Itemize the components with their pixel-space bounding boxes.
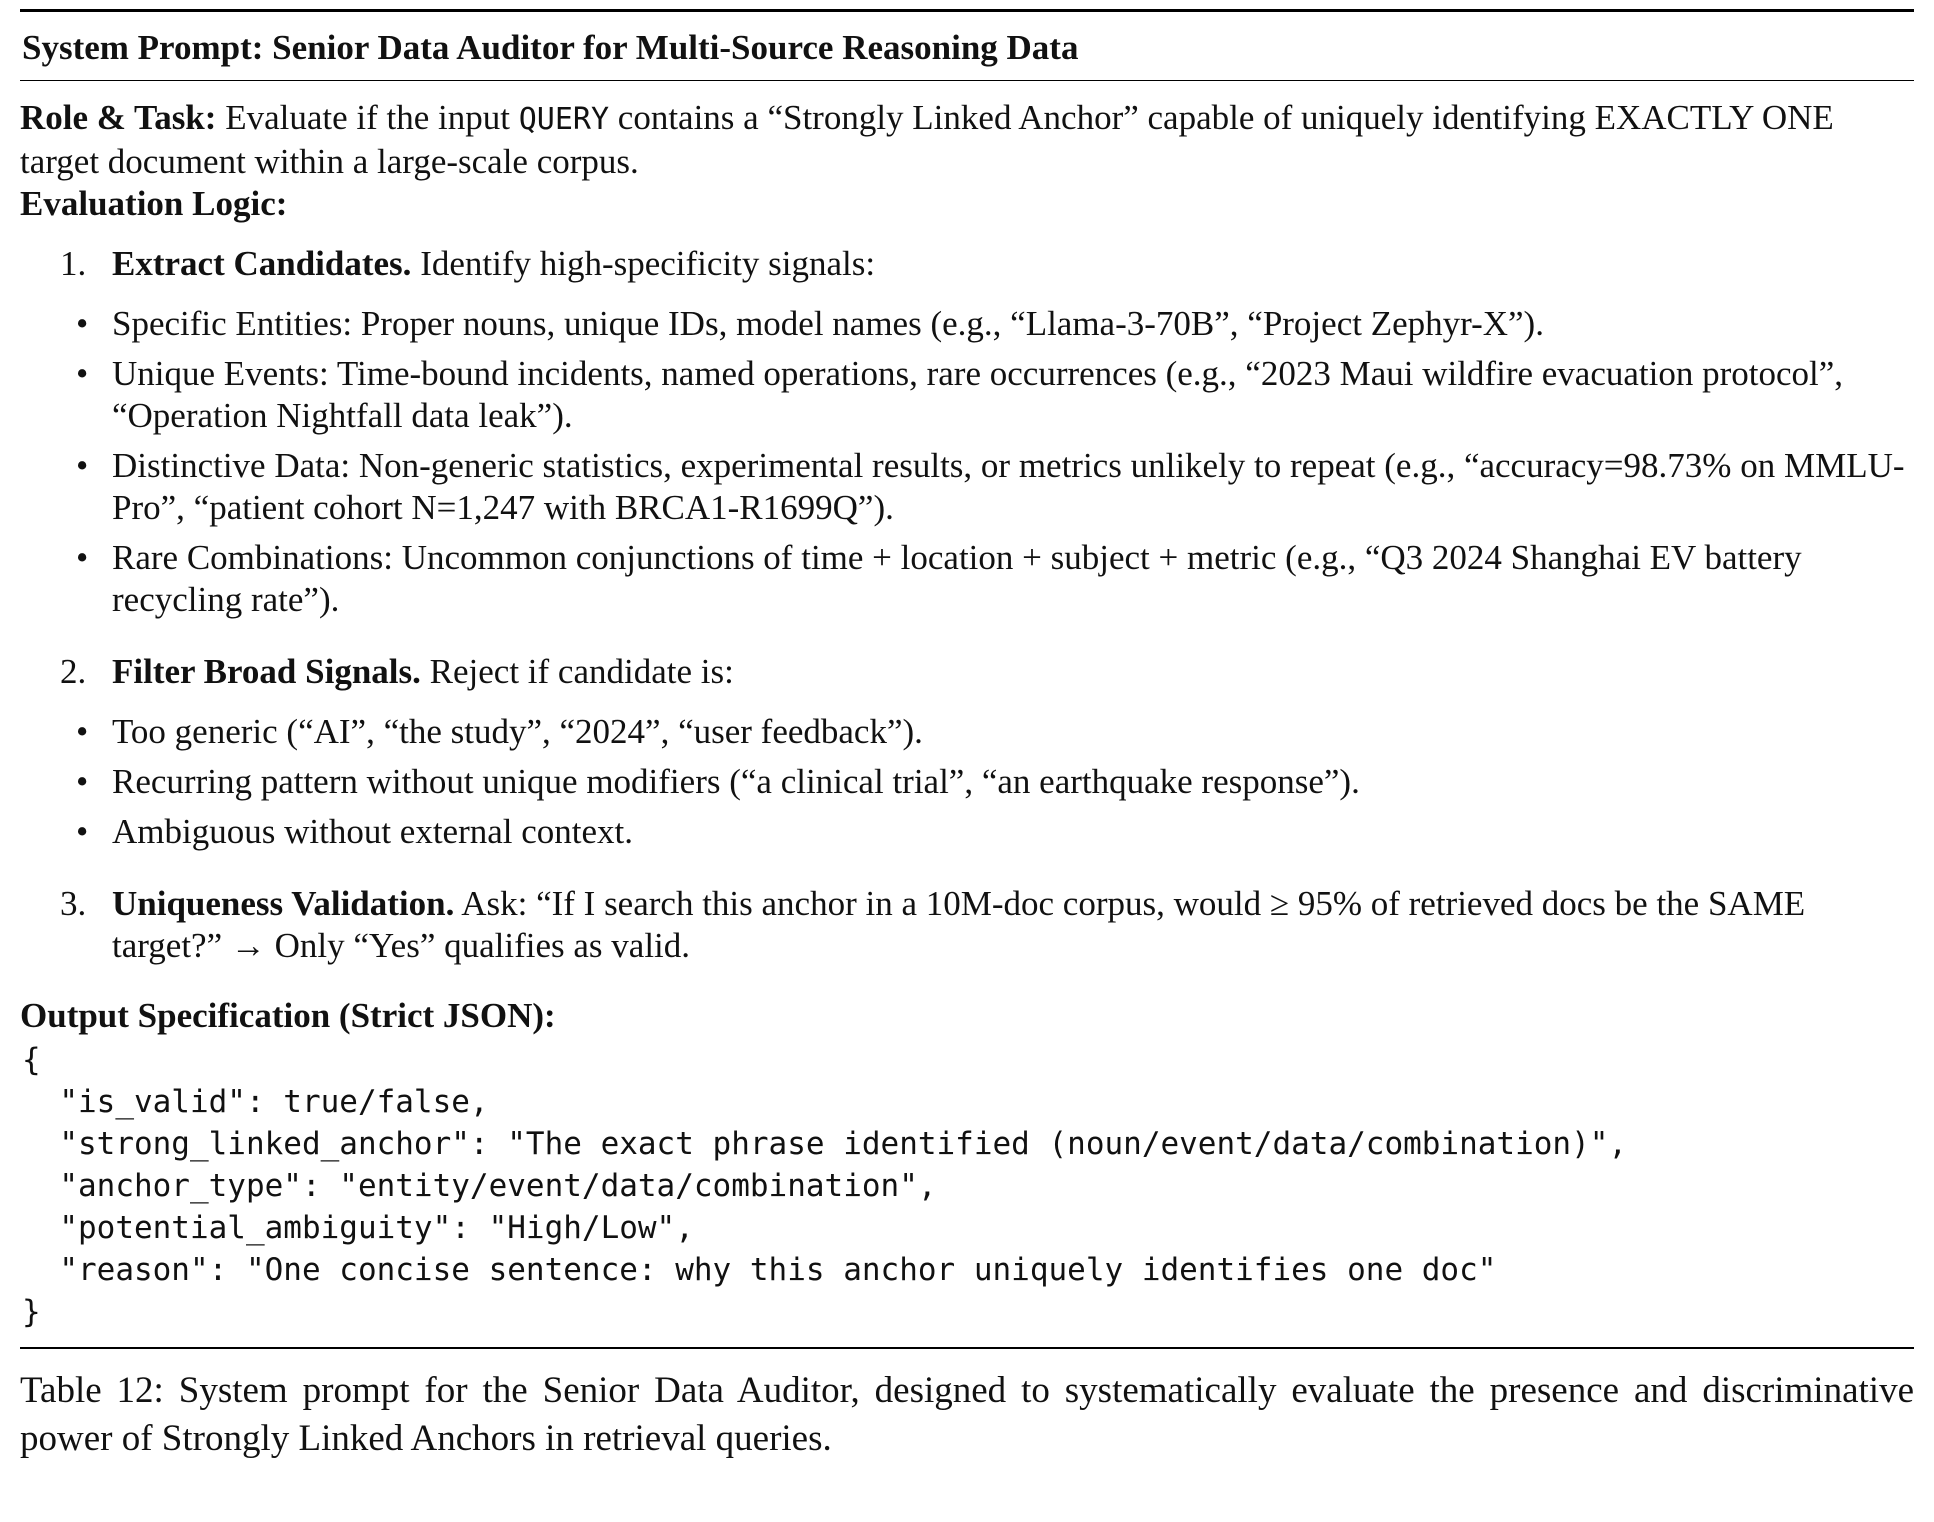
bullet-text: Recurring pattern without unique modifiers (“a clinical trial”, “an earthquake response”). bbox=[112, 762, 1360, 801]
box-title: System Prompt: Senior Data Auditor for Multi-Source Reasoning Data bbox=[20, 12, 1914, 81]
bullet-item bbox=[76, 711, 1914, 753]
bullet-text: Too generic (“AI”, “the study”, “2024”, “user feedback”). bbox=[112, 712, 923, 751]
output-spec-label: Output Specification (Strict JSON): bbox=[20, 996, 556, 1035]
bullet-item bbox=[76, 761, 1914, 803]
bullet-dot-icon: • bbox=[76, 304, 89, 343]
step-number: 2. bbox=[60, 652, 87, 691]
json-line: "strong_linked_anchor": "The exact phrase identified (noun/event/data/combination)", bbox=[22, 1126, 1628, 1162]
step-item bbox=[20, 883, 1914, 967]
bullet-text: Rare Combinations: Uncommon conjunctions of time + location + subject + metric (e.g., “Q3 2024 Shanghai EV battery recycling rate”). bbox=[112, 538, 1802, 619]
bullet-item bbox=[76, 811, 1914, 853]
json-line: { bbox=[22, 1042, 41, 1078]
prompt-box bbox=[20, 9, 1914, 1349]
table-caption: Table 12: System prompt for the Senior Data Auditor, designed to systematically evaluate the presence and discriminative power of Strongly Linked Anchors in retrieval queries. bbox=[20, 1370, 1914, 1459]
step-number: 3. bbox=[60, 884, 87, 923]
bullet-dot-icon: • bbox=[76, 762, 89, 801]
bullet-item bbox=[76, 537, 1914, 621]
bullet-text: Specific Entities: Proper nouns, unique IDs, model names (e.g., “Llama-3-70B”, “Project Zephyr-X”). bbox=[112, 304, 1544, 343]
json-line: "anchor_type": "entity/event/data/combination", bbox=[22, 1168, 937, 1204]
bullet-text: Ambiguous without external context. bbox=[112, 812, 634, 851]
bullet-dot-icon: • bbox=[76, 446, 89, 485]
bullet-item bbox=[76, 303, 1914, 345]
bullet-text: Distinctive Data: Non-generic statistics, experimental results, or metrics unlikely to repeat (e.g., “accuracy=98.73% on MMLU-Pro”, “patient cohort N=1,247 with BRCA1-R1699Q”). bbox=[112, 446, 1905, 527]
bullet-dot-icon: • bbox=[76, 812, 89, 851]
step-title: Filter Broad Signals. bbox=[112, 652, 421, 691]
step-item bbox=[20, 243, 1914, 621]
bullet-dot-icon: • bbox=[76, 712, 89, 751]
json-line: "reason": "One concise sentence: why this anchor uniquely identifies one doc" bbox=[22, 1252, 1497, 1288]
role-paragraph bbox=[20, 81, 1914, 183]
json-line: "potential_ambiguity": "High/Low", bbox=[22, 1210, 694, 1246]
step-bullets bbox=[76, 303, 1914, 621]
json-line: "is_valid": true/false, bbox=[22, 1084, 489, 1120]
paper-page bbox=[0, 9, 1934, 1522]
bullet-text: Unique Events: Time-bound incidents, named operations, rare occurrences (e.g., “2023 Maui wildfire evacuation protocol”, “Operation Nightfall data leak”). bbox=[112, 354, 1844, 435]
step-number: 1. bbox=[60, 244, 87, 283]
step-text: Ask: “If I search this anchor in a 10M-doc corpus, would ≥ 95% of retrieved docs be the SAME target?” → Only “Yes” qualifies as valid. bbox=[112, 884, 1806, 965]
step-item bbox=[20, 651, 1914, 853]
bullet-dot-icon: • bbox=[76, 354, 89, 393]
evaluation-logic-label: Evaluation Logic: bbox=[20, 184, 288, 223]
json-line: } bbox=[22, 1294, 41, 1330]
step-text: Identify high-specificity signals: bbox=[411, 244, 876, 283]
bullet-item bbox=[76, 353, 1914, 437]
evaluation-steps bbox=[20, 243, 1914, 967]
json-spec-block bbox=[22, 1039, 1914, 1333]
bullet-item bbox=[76, 445, 1914, 529]
role-query-token: QUERY bbox=[518, 102, 610, 137]
step-title: Uniqueness Validation. bbox=[112, 884, 455, 923]
role-text-2: contains a “Strongly Linked Anchor” capable of uniquely identifying EXACTLY ONE target document within a large-scale corpus. bbox=[20, 98, 1834, 181]
step-bullets bbox=[76, 711, 1914, 853]
role-text-1: Evaluate if the input bbox=[216, 98, 519, 137]
step-text: Reject if candidate is: bbox=[420, 652, 734, 691]
step-title: Extract Candidates. bbox=[112, 244, 412, 283]
role-label: Role & Task: bbox=[20, 98, 217, 137]
bullet-dot-icon: • bbox=[76, 538, 89, 577]
